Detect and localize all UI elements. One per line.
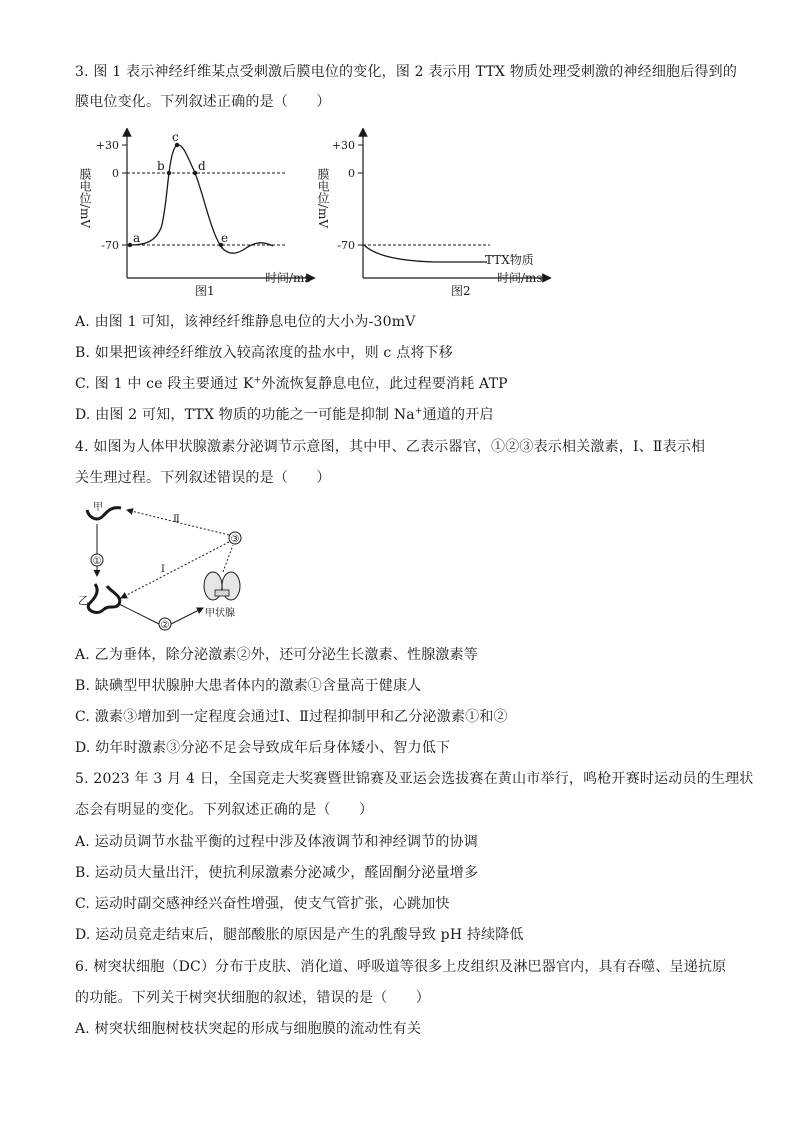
fig1-point-a: a [133,231,141,245]
fig1-tick-plus30: +30 [95,139,119,152]
fig2-curve-label: TTX物质 [485,253,534,267]
fig2-tick-minus70: -70 [337,239,355,252]
q6-option-a: A. 树突状细胞树枝状突起的形成与细胞膜的流动性有关 [75,1021,422,1037]
q3-figure-1 [75,128,325,300]
q4-option-c: C. 激素③增加到一定程度会通过Ⅰ、Ⅱ过程抑制甲和乙分泌激素①和② [75,709,508,725]
q4-diagram [75,500,275,635]
q5-stem-line2: 态会有明显的变化。下列叙述正确的是（ ） [75,802,374,818]
fig2-caption: 图2 [451,284,471,298]
organ-yi-label: 乙 [78,594,89,607]
q6-stem-line2: 的功能。下列关于树突状细胞的叙述，错误的是（ ） [75,990,430,1006]
q4-option-b: B. 缺碘型甲状腺肿大患者体内的激素①含量高于健康人 [75,678,422,694]
fig2-ttx-curve [364,245,487,262]
thyroid-shape [204,572,240,600]
q4-option-d: D. 幼年时激素③分泌不足会导致成年后身体矮小、智力低下 [75,740,451,756]
hormone-3: ③ [230,534,240,545]
fig1-point-d: d [198,159,206,173]
q3-option-c: C. 图 1 中 ce 段主要通过 K+外流恢复静息电位，此过程要消耗 ATP [75,375,508,392]
q3-option-d: D. 由图 2 可知，TTX 物质的功能之一可能是抑制 Na+通道的开启 [75,406,494,423]
q4-stem-line1: 4. 如图为人体甲状腺激素分泌调节示意图，其中甲、乙表示器官，①②③表示相关激素，Ⅰ、Ⅱ表示相 [75,439,706,455]
fig1-ylabel: 膜电位/mV [78,168,92,229]
q4-stem-line2: 关生理过程。下列叙述错误的是（ ） [75,470,331,486]
q3-option-b: B. 如果把该神经纤维放入较高浓度的盐水中，则 c 点将下移 [75,345,453,361]
q5-stem-line1: 5. 2023 年 3 月 4 日，全国竞走大奖赛暨世锦赛及亚运会选拔赛在黄山市举行，鸣枪开赛时运动员的生理状 [75,771,754,787]
q5-option-a: A. 运动员调节水盐平衡的过程中涉及体液调节和神经调节的协调 [75,834,479,850]
fig2-xlabel: 时间/ms [497,271,543,285]
process-1-label: Ⅰ [161,564,165,575]
q4-option-a: A. 乙为垂体，除分泌激素②外，还可分泌生长激素、性腺激素等 [75,647,479,663]
q3-option-a: A. 由图 1 可知，该神经纤维静息电位的大小为-30mV [75,314,416,330]
hormone-1: ① [92,556,102,567]
q3-stem-line2: 膜电位变化。下列叙述正确的是（ ） [75,94,331,110]
fig2-tick-0: 0 [348,167,355,180]
organ-yi-shape [88,584,120,612]
fig1-caption: 图1 [195,284,215,298]
fig1-tick-0: 0 [112,167,119,180]
process-2-label: Ⅱ [173,514,180,525]
q3-stem-line1: 3. 图 1 表示神经纤维某点受刺激后膜电位的变化，图 2 表示用 TTX 物质处理受刺激的神经细胞后得到的 [75,64,738,80]
fig1-point-e: e [221,231,229,245]
q5-option-c: C. 运动时副交感神经兴奋性增强，使支气管扩张，心跳加快 [75,896,450,912]
fig1-point-c: c [172,130,179,144]
organ-jia-label: 甲 [93,502,103,513]
q6-stem-line1: 6. 树突状细胞（DC）分布于皮肤、消化道、呼吸道等很多上皮组织及淋巴器官内，具有吞噬、呈递抗原 [75,959,727,975]
q5-option-d: D. 运动员竞走结束后，腿部酸胀的原因是产生的乳酸导致 pH 持续降低 [75,927,524,943]
fig1-xlabel: 时间/ms [265,271,311,285]
fig2-ylabel: 膜电位/mV [316,168,330,229]
fig1-tick-minus70: -70 [101,239,119,252]
q3-figure-2 [315,128,565,300]
fig1-point-b: b [157,159,165,173]
thyroid-label: 甲状腺 [205,608,235,619]
hormone-2: ② [160,620,170,631]
q5-option-b: B. 运动员大量出汗，使抗利尿激素分泌减少，醛固酮分泌量增多 [75,865,479,881]
fig2-tick-plus30: +30 [331,139,355,152]
